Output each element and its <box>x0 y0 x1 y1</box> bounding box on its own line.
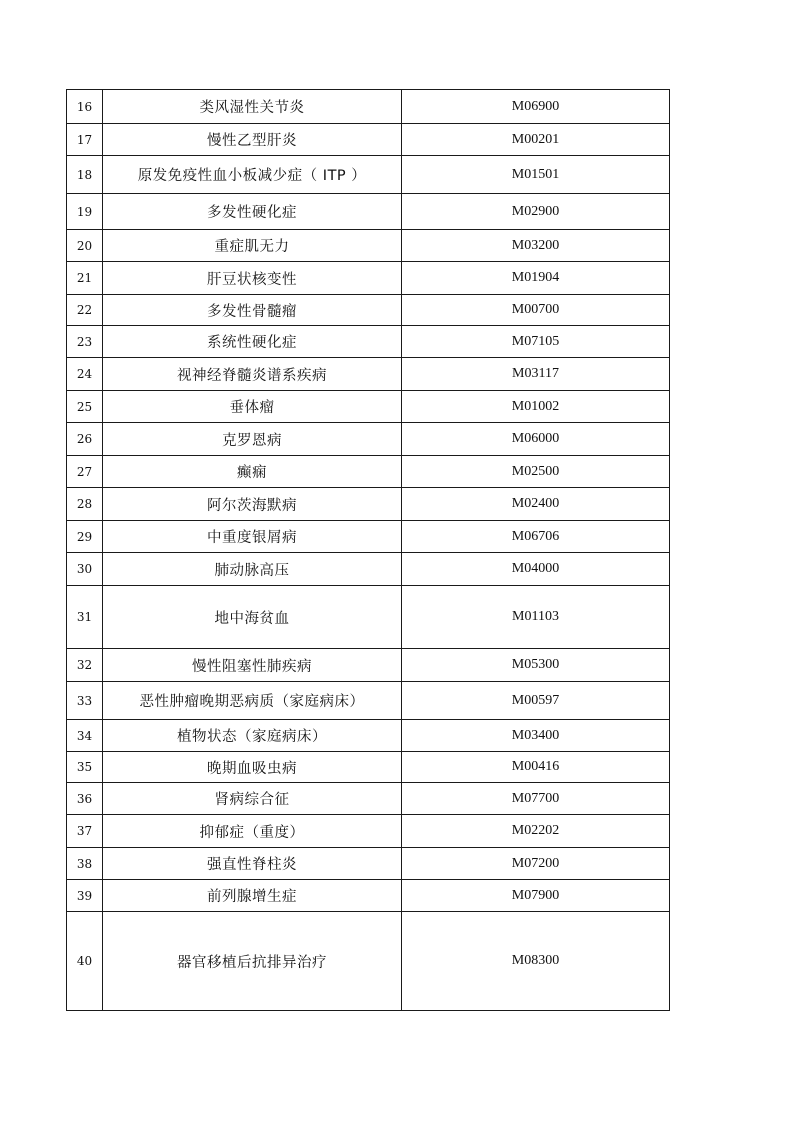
table-row <box>67 682 670 720</box>
disease-name: 癫痫 <box>103 456 402 488</box>
disease-name: 重症肌无力 <box>103 230 402 262</box>
row-number: 23 <box>67 326 103 358</box>
table-row <box>67 456 670 488</box>
disease-code: M02202 <box>402 815 670 848</box>
disease-name: 系统性硬化症 <box>103 326 402 358</box>
disease-code: M01103 <box>402 586 670 649</box>
disease-code: M02500 <box>402 456 670 488</box>
disease-name: 肾病综合征 <box>103 783 402 815</box>
disease-code: M07200 <box>402 848 670 880</box>
table-row <box>67 262 670 295</box>
table-row <box>67 326 670 358</box>
row-number: 21 <box>67 262 103 295</box>
table-row <box>67 194 670 230</box>
disease-name: 植物状态（家庭病床） <box>103 720 402 752</box>
disease-code: M05300 <box>402 649 670 682</box>
table-row <box>67 124 670 156</box>
disease-name: 器官移植后抗排异治疗 <box>103 912 402 1011</box>
table-row <box>67 358 670 391</box>
disease-code-table <box>66 89 670 1011</box>
disease-name: 中重度银屑病 <box>103 521 402 553</box>
table-row <box>67 295 670 326</box>
disease-code: M03400 <box>402 720 670 752</box>
disease-name: 慢性乙型肝炎 <box>103 124 402 156</box>
row-number: 25 <box>67 391 103 423</box>
table-row <box>67 720 670 752</box>
table-row <box>67 391 670 423</box>
table-row <box>67 880 670 912</box>
row-number: 35 <box>67 752 103 783</box>
row-number: 24 <box>67 358 103 391</box>
disease-code: M01501 <box>402 156 670 194</box>
row-number: 31 <box>67 586 103 649</box>
disease-name: 垂体瘤 <box>103 391 402 423</box>
row-number: 26 <box>67 423 103 456</box>
disease-name: 视神经脊髓炎谱系疾病 <box>103 358 402 391</box>
disease-code: M06000 <box>402 423 670 456</box>
table-row <box>67 815 670 848</box>
disease-code: M00700 <box>402 295 670 326</box>
disease-code: M07900 <box>402 880 670 912</box>
row-number: 18 <box>67 156 103 194</box>
row-number: 20 <box>67 230 103 262</box>
disease-name: 肺动脉高压 <box>103 553 402 586</box>
row-number: 40 <box>67 912 103 1011</box>
table-row <box>67 553 670 586</box>
disease-name: 强直性脊柱炎 <box>103 848 402 880</box>
disease-name: 慢性阻塞性肺疾病 <box>103 649 402 682</box>
disease-code: M00201 <box>402 124 670 156</box>
disease-code: M04000 <box>402 553 670 586</box>
table-row <box>67 521 670 553</box>
disease-code: M03200 <box>402 230 670 262</box>
row-number: 22 <box>67 295 103 326</box>
row-number: 16 <box>67 90 103 124</box>
row-number: 32 <box>67 649 103 682</box>
disease-name: 肝豆状核变性 <box>103 262 402 295</box>
table-row <box>67 488 670 521</box>
disease-name: 多发性骨髓瘤 <box>103 295 402 326</box>
row-number: 29 <box>67 521 103 553</box>
disease-name: 克罗恩病 <box>103 423 402 456</box>
table-row <box>67 912 670 1011</box>
disease-code: M01904 <box>402 262 670 295</box>
disease-code: M03117 <box>402 358 670 391</box>
disease-code: M02400 <box>402 488 670 521</box>
table-row <box>67 586 670 649</box>
row-number: 30 <box>67 553 103 586</box>
disease-code: M06706 <box>402 521 670 553</box>
row-number: 39 <box>67 880 103 912</box>
row-number: 37 <box>67 815 103 848</box>
table-row <box>67 230 670 262</box>
disease-code: M00416 <box>402 752 670 783</box>
disease-code: M01002 <box>402 391 670 423</box>
disease-name: 晚期血吸虫病 <box>103 752 402 783</box>
disease-name: 抑郁症（重度） <box>103 815 402 848</box>
disease-code: M08300 <box>402 912 670 1011</box>
row-number: 27 <box>67 456 103 488</box>
disease-code: M06900 <box>402 90 670 124</box>
disease-name: 阿尔茨海默病 <box>103 488 402 521</box>
disease-name: 多发性硬化症 <box>103 194 402 230</box>
disease-code: M02900 <box>402 194 670 230</box>
disease-code: M07700 <box>402 783 670 815</box>
disease-name: 前列腺增生症 <box>103 880 402 912</box>
table-row <box>67 848 670 880</box>
disease-name: 类风湿性关节炎 <box>103 90 402 124</box>
table-row <box>67 156 670 194</box>
disease-name: 恶性肿瘤晚期恶病质（家庭病床） <box>103 682 402 720</box>
row-number: 36 <box>67 783 103 815</box>
row-number: 33 <box>67 682 103 720</box>
disease-code: M00597 <box>402 682 670 720</box>
table-row <box>67 90 670 124</box>
row-number: 38 <box>67 848 103 880</box>
row-number: 17 <box>67 124 103 156</box>
disease-code: M07105 <box>402 326 670 358</box>
disease-name: 地中海贫血 <box>103 586 402 649</box>
table-row <box>67 423 670 456</box>
row-number: 28 <box>67 488 103 521</box>
table-row <box>67 752 670 783</box>
row-number: 19 <box>67 194 103 230</box>
row-number: 34 <box>67 720 103 752</box>
table-row <box>67 649 670 682</box>
table-row <box>67 783 670 815</box>
disease-name: 原发免疫性血小板减少症（ ITP ） <box>103 156 402 194</box>
